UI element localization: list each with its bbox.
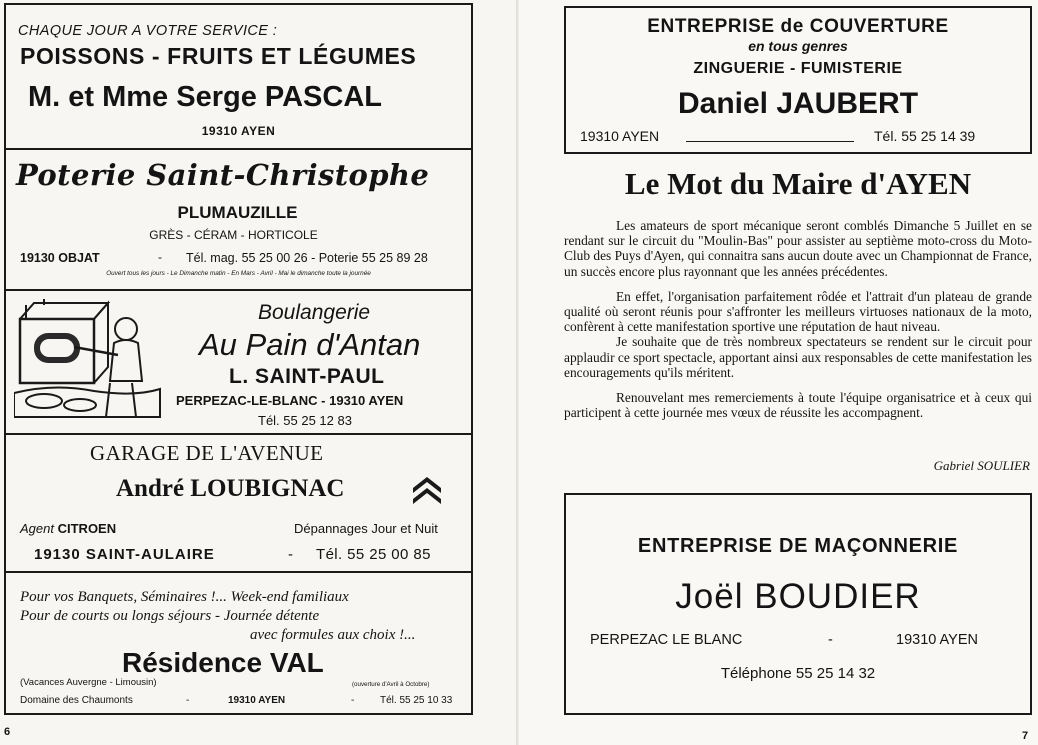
ad-garage [6, 435, 471, 571]
residence-dash-2: - [351, 695, 355, 706]
article-paragraph: Les amateurs de sport mécanique seront comblés Dimanche 5 Juillet en se rendant sur le circuit du "Moulin-Bas" pour assister au septième moto-cross du Moto-Club des Puys d'Ayen, qui connaitra sans aucun doute avec un Championnat de France, un succès encore plus rayonnant que les années précédentes. [564, 218, 1032, 279]
mayor-article [564, 160, 1032, 480]
garage-separator: - [288, 546, 293, 563]
residence-location: 19310 AYEN [228, 695, 286, 706]
jaubert-location: 19310 AYEN [580, 128, 660, 144]
garage-agent-line [20, 521, 116, 536]
poterie-phones: Tél. mag. 55 25 00 26 - Poterie 55 25 89 28 [186, 251, 428, 265]
ads-frame [4, 3, 473, 715]
garage-location: 19130 SAINT-AULAIRE [34, 546, 215, 563]
boudier-separator: - [828, 632, 833, 648]
residence-dash: - [186, 695, 190, 706]
residence-phone: Tél. 55 25 10 33 [380, 695, 453, 706]
article-paragraph: Renouvelant mes remerciements à toute l'équipe organisatrice et à ceux qui participent à cette journée mes vœux de réussite les accompagnent. [564, 390, 1032, 421]
residence-name: Résidence VAL [122, 647, 324, 678]
ad-residence [6, 573, 471, 713]
jaubert-phone: Tél. 55 25 14 39 [874, 128, 976, 144]
boudier-location: 19310 AYEN [896, 632, 978, 648]
poterie-hours: Ouvert tous les jours - Le Dimanche matin - En Mars - Avril - Mai le dimanche toute la journée [106, 270, 371, 277]
pascal-name: M. et Mme Serge PASCAL [28, 81, 382, 113]
article-signature: Gabriel SOULIER [933, 458, 1030, 473]
garage-owner: André LOUBIGNAC [116, 475, 345, 502]
residence-line2: Pour de courts ou longs séjours - Journée détente [20, 608, 320, 624]
citroen-logo-icon [410, 472, 444, 506]
poterie-postcode: 19130 OBJAT [20, 251, 100, 265]
article-paragraph: Je souhaite que de très nombreux spectateurs se rendent sur le circuit pour applaudir ce sport spectacle, apportant ainsi aux responsables de cette manifestation les encouragements qu'ils méritent. [564, 334, 1032, 380]
right-page [519, 0, 1038, 745]
boudier-phone: Téléphone 55 25 14 32 [720, 665, 876, 682]
pascal-tagline: CHAQUE JOUR A VOTRE SERVICE : [18, 23, 278, 39]
jaubert-leader-line [686, 141, 854, 142]
residence-domain: Domaine des Chaumonts [20, 695, 133, 706]
poterie-name: Poterie Saint-Christophe [16, 158, 430, 192]
page-number-left: 6 [4, 726, 11, 738]
jaubert-subtitle: en tous genres [748, 38, 848, 54]
ad-boulangerie [6, 291, 471, 435]
garage-service: Dépannages Jour et Nuit [294, 521, 438, 536]
boudier-place: PERPEZAC LE BLANC [590, 632, 743, 648]
boulangerie-name: Au Pain d'Antan [199, 327, 421, 362]
jaubert-trades: ZINGUERIE - FUMISTERIE [693, 60, 903, 77]
ad-boudier [564, 493, 1032, 715]
garage-name: GARAGE DE L'AVENUE [90, 441, 324, 465]
boulangerie-address: PERPEZAC-LE-BLANC - 19310 AYEN [176, 393, 404, 408]
boudier-name: Joël BOUDIER [675, 577, 921, 616]
residence-opening: (ouverture d'Avril à Octobre) [352, 681, 430, 688]
residence-line3: avec formules aux choix !... [250, 627, 416, 643]
ad-pascal [6, 5, 471, 149]
boulangerie-owner: L. SAINT-PAUL [229, 365, 385, 388]
garage-agent-word: Agent [20, 521, 54, 536]
boudier-title: ENTREPRISE DE MAÇONNERIE [637, 535, 959, 557]
jaubert-name: Daniel JAUBERT [677, 87, 919, 120]
boulangerie-phone: Tél. 55 25 12 83 [258, 413, 352, 428]
page-number-right: 7 [1022, 730, 1029, 742]
pascal-products: POISSONS - FRUITS ET LÉGUMES [20, 43, 417, 69]
article-title: Le Mot du Maire d'AYEN [624, 166, 972, 201]
jaubert-title: ENTREPRISE de COUVERTURE [647, 16, 949, 37]
article-paragraph: En effet, l'organisation parfaitement rôdée et l'attrait d'un plateau de grande qualité où seront réunis pour s'affronter les meilleurs virtuoses nationaux de la moto, confèrent à cette manifestation sportive une réputation de haut niveau. [564, 288, 1032, 335]
poterie-place: PLUMAUZILLE [177, 203, 298, 222]
residence-region: (Vacances Auvergne - Limousin) [20, 677, 157, 688]
ad-jaubert [564, 6, 1032, 154]
residence-line1: Pour vos Banquets, Séminaires !... Week-end familiaux [20, 589, 349, 605]
garage-phone: Tél. 55 25 00 85 [316, 546, 431, 563]
poterie-separator: - [158, 250, 162, 264]
poterie-crafts: GRÈS - CÉRAM - HORTICOLE [149, 228, 318, 242]
bakery-oven-illustration [14, 297, 164, 419]
garage-brand: CITROEN [57, 521, 117, 536]
pascal-location: 19310 AYEN [201, 124, 276, 138]
ad-poterie [6, 150, 471, 291]
boulangerie-kind: Boulangerie [258, 301, 371, 324]
